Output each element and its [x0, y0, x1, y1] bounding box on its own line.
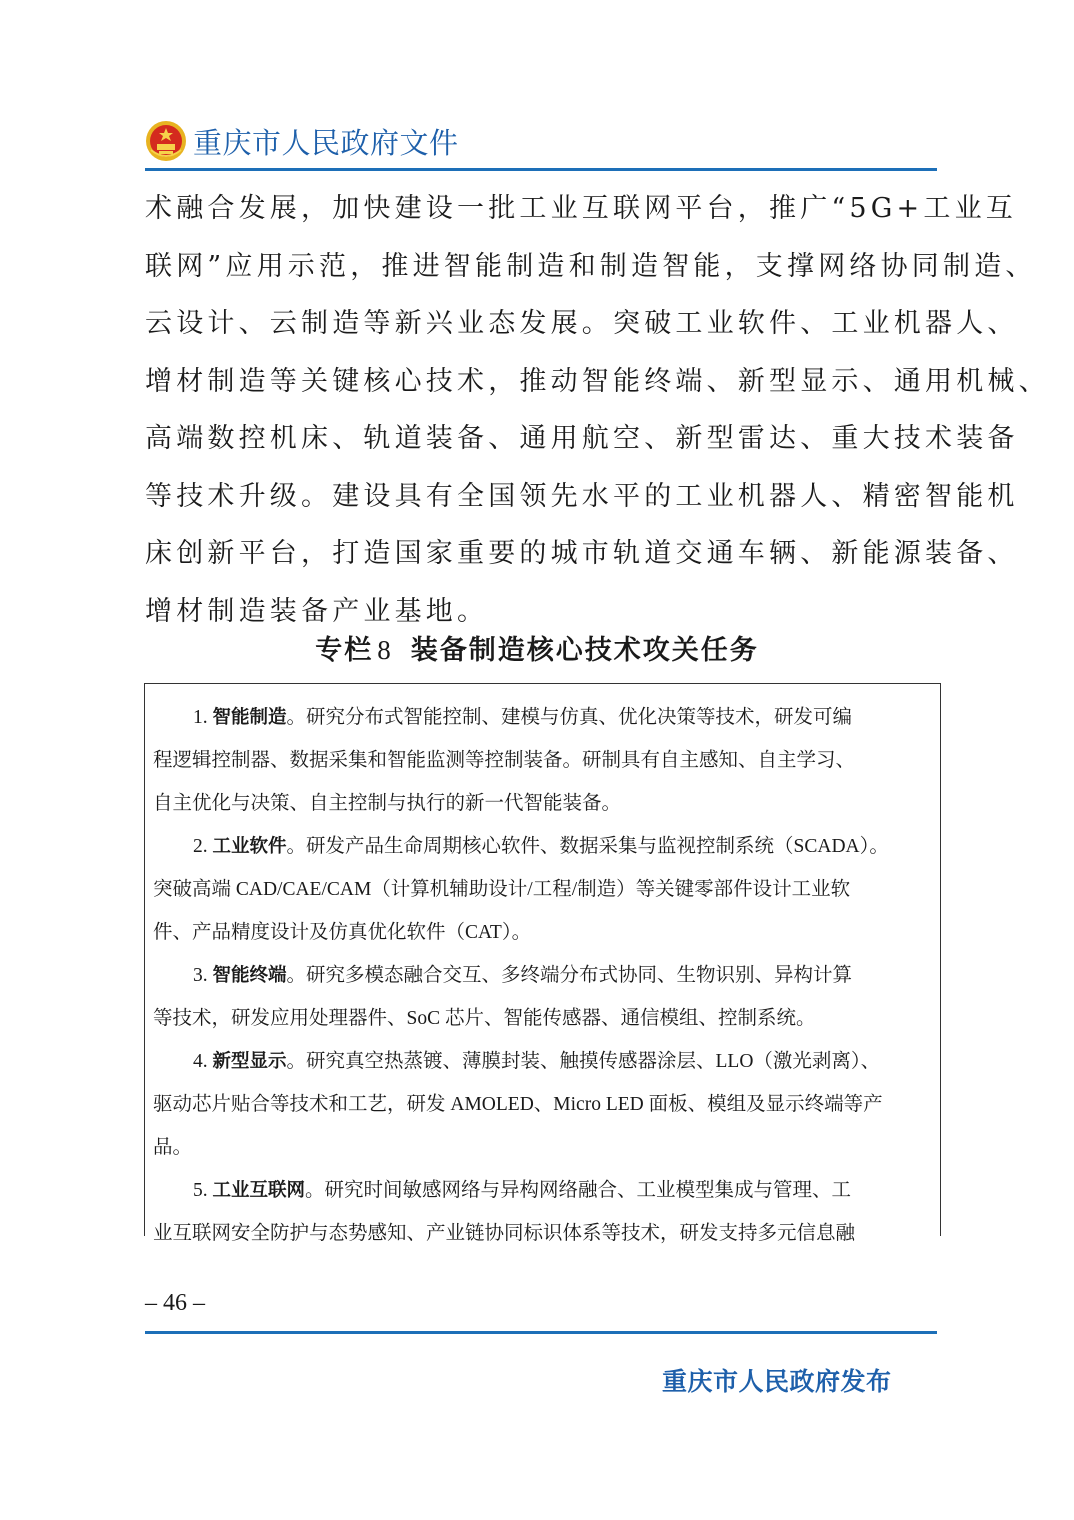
task-item-number: 1.	[193, 707, 208, 728]
page-number: – 46 –	[145, 1290, 205, 1316]
task-item-2-first-line	[153, 825, 935, 868]
body-line: 床创新平台，打造国家重要的城市轨道交通车辆、新能源装备、	[145, 538, 1019, 569]
task-item-text: 。研发产品生命周期核心软件、数据采集与监视控制系统（SCADA）。	[286, 836, 889, 857]
body-line: 增材制造等关键核心技术，推动智能终端、新型显示、通用机械、	[145, 365, 1050, 397]
task-item-line: 突破高端 CAD/CAE/CAM（计算机辅助设计/工程/制造）等关键零部件设计工业软	[153, 879, 851, 900]
task-item-keyword: 智能制造	[212, 707, 287, 728]
task-item-3-first-line	[153, 954, 935, 997]
body-line: 增材制造装备产业基地。	[145, 595, 489, 627]
task-item-line: 自主优化与决策、自主控制与执行的新一代智能装备。	[153, 793, 622, 814]
task-item-text: 。研究分布式智能控制、建模与仿真、优化决策等技术，研发可编	[286, 707, 853, 728]
box-title-number: 8	[377, 635, 393, 665]
task-item-4-first-line	[153, 1040, 935, 1083]
task-item-number: 4.	[193, 1051, 208, 1072]
body-line: 术融合发展，加快建设一批工业互联网平台，推广“5G+工业互	[145, 193, 1017, 224]
body-line: 云设计、云制造等新兴业态发展。突破工业软件、工业机器人、	[145, 308, 1019, 339]
task-item-text: 。研究多模态融合交互、多终端分布式协同、生物识别、异构计算	[286, 965, 853, 986]
footer-publisher: 重庆市人民政府发布	[662, 1367, 892, 1396]
body-paragraph	[145, 180, 1050, 640]
task-item-5-first-line	[153, 1169, 935, 1212]
task-item-line: 品。	[153, 1137, 193, 1158]
body-line: 联网”应用示范，推进智能制造和制造智能，支撑网络协同制造、	[145, 250, 1037, 282]
box-title-prefix: 专栏	[315, 635, 374, 666]
task-item-1-first-line	[153, 696, 935, 739]
body-line: 等技术升级。建设具有全国领先水平的工业机器人、精密智能机	[145, 480, 1019, 512]
task-item-text: 。研究时间敏感网络与异构网络融合、工业模型集成与管理、工	[305, 1180, 852, 1201]
task-item-line: 业互联网安全防护与态势感知、产业链协同标识体系等技术，研发支持多元信息融	[153, 1223, 856, 1244]
task-item-number: 2.	[193, 836, 208, 857]
task-item-number: 5.	[193, 1180, 208, 1201]
task-item-text: 。研究真空热蒸镀、薄膜封装、触摸传感器涂层、LLO（激光剥离）、	[286, 1051, 881, 1072]
national-emblem-icon	[145, 120, 187, 162]
task-box	[144, 683, 941, 1244]
task-item-keyword: 新型显示	[212, 1051, 287, 1072]
body-line: 高端数控机床、轨道装备、通用航空、新型雷达、重大技术装备	[145, 423, 1019, 454]
box-title	[0, 628, 1074, 667]
box-title-text: 装备制造核心技术攻关任务	[410, 635, 759, 666]
task-item-line: 驱动芯片贴合等技术和工艺，研发 AMOLED、Micro LED 面板、模组及显示终端等产	[153, 1094, 883, 1115]
document-header-title: 重庆市人民政府文件	[193, 125, 459, 160]
task-item-line: 等技术，研发应用处理器件、SoC 芯片、智能传感器、通信模组、控制系统。	[153, 1008, 816, 1029]
task-item-line: 件、产品精度设计及仿真优化软件（CAT）。	[153, 922, 532, 943]
document-header	[145, 118, 459, 164]
task-item-keyword: 智能终端	[212, 965, 287, 986]
task-item-number: 3.	[193, 965, 208, 986]
footer-divider	[145, 1331, 937, 1334]
task-item-keyword: 工业软件	[212, 836, 287, 857]
task-item-keyword: 工业互联网	[212, 1180, 306, 1201]
header-divider	[145, 168, 937, 171]
task-item-line: 程逻辑控制器、数据采集和智能监测等控制装备。研制具有自主感知、自主学习、	[153, 750, 856, 771]
